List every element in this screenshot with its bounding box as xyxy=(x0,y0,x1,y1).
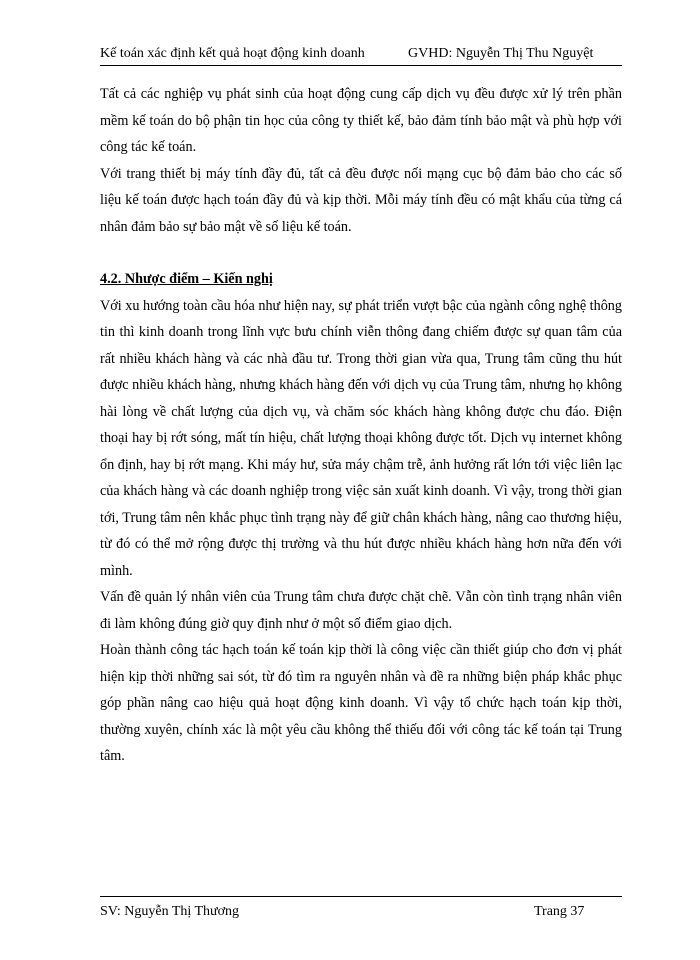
paragraph-3: Với xu hướng toàn cầu hóa như hiện nay, sự phát triển vượt bậc của ngành công nghệ thông tin thì kinh doanh trong lĩnh vực bưu chính viễn thông đang chiếm được sự quan tâm của rất nhiều khách hàng và các nhà đầu tư. Trong thời gian vừa qua, Trung tâm cũng thu hút được nhiều khách hàng, nhưng khách hàng đến với dịch vụ của Trung tâm, nhưng họ không hài lòng về chất lượng của dịch vụ, và chăm sóc khách hàng không được chu đáo. Điện thoại hay bị rớt sóng, mất tín hiệu, chất lượng thoại không được tốt. Dịch vụ internet không ổn định, hay bị rớt mạng. Khi máy hư, sửa máy chậm trễ, ảnh hưởng rất lớn tới việc liên lạc của khách hàng và các doanh nghiệp trong việc sản xuất kinh doanh. Vì vậy, trong thời gian tới, Trung tâm nên khắc phục tình trạng này để giữ chân khách hàng, nâng cao thương hiệu, từ đó có thể mở rộng được thị trường và thu hút được nhiều khách hàng hơn nữa đến với mình. xyxy=(100,297,622,579)
paragraph-2: Với trang thiết bị máy tính đầy đủ, tất cả đều được nối mạng cục bộ đảm bảo cho các số liệu kế toán được hạch toán đầy đủ và kịp thời. Mỗi máy tính đều có mật khẩu của từng cá nhân đảm bảo sự bảo mật về số liệu kế toán. xyxy=(100,165,622,235)
page-footer xyxy=(100,896,622,919)
page-number: Trang 37 xyxy=(534,904,585,919)
page-header xyxy=(100,43,622,66)
header-title: Kế toán xác định kết quả hoạt động kinh doanh xyxy=(100,46,365,61)
document-body xyxy=(100,81,622,770)
section-heading: 4.2. Nhược điểm – Kiến nghị xyxy=(100,271,273,287)
paragraph-5: Hoàn thành công tác hạch toán kế toán kịp thời là công việc cần thiết giúp cho đơn vị phát hiện kịp thời những sai sót, từ đó tìm ra nguyên nhân và đề ra những biện pháp khắc phục góp phần nâng cao hiệu quả hoạt động kinh doanh. Vì vậy tổ chức hạch toán kịp thời, thường xuyên, chính xác là một yêu cầu không thể thiếu đối với công tác kế toán tại Trung tâm. xyxy=(100,642,622,764)
header-supervisor: GVHD: Nguyễn Thị Thu Nguyệt xyxy=(408,46,594,61)
paragraph-4: Vấn đề quản lý nhân viên của Trung tâm chưa được chặt chẽ. Vẫn còn tình trạng nhân viên đi làm không đúng giờ quy định như ở một số điểm giao dịch. xyxy=(100,589,622,632)
paragraph-1: Tất cả các nghiệp vụ phát sinh của hoạt động cung cấp dịch vụ đều được xử lý trên phần mềm kế toán do bộ phận tin học của công ty thiết kế, bảo đảm tính bảo mật và phù hợp với công tác kế toán. xyxy=(100,86,622,155)
footer-student: SV: Nguyễn Thị Thương xyxy=(100,904,240,919)
